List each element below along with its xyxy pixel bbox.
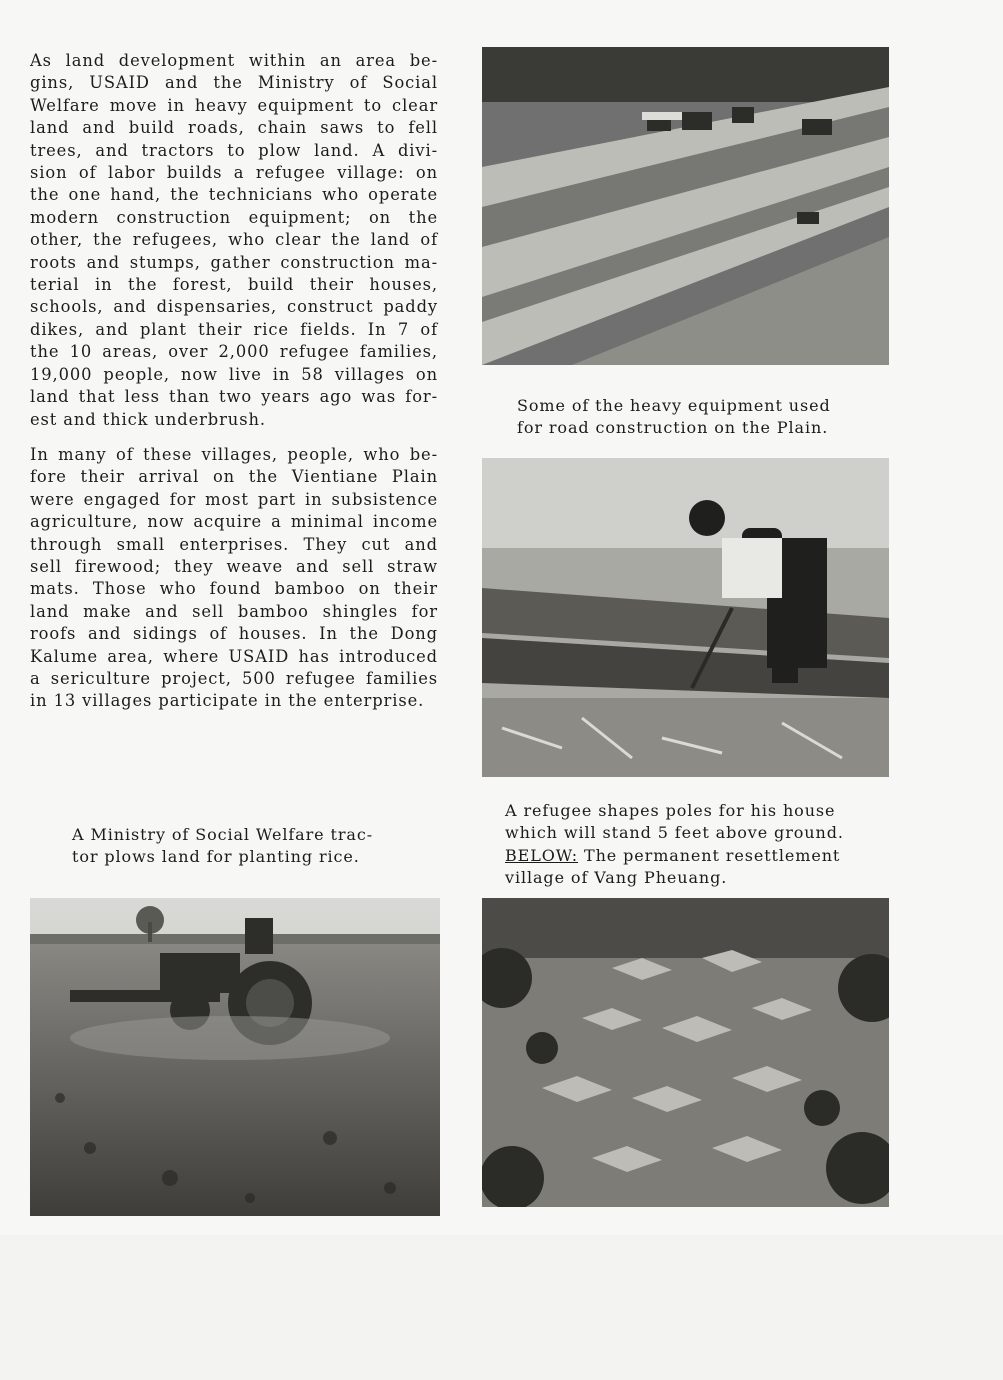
caption-line: Some of the heavy equipment used <box>517 396 831 415</box>
text-line: mats. Those who found bamboo on their <box>30 579 438 599</box>
below-text: The permanent resettlement <box>578 845 841 865</box>
photo-refugee-image <box>482 458 889 777</box>
caption-line: village of Vang Pheuang. <box>505 868 728 888</box>
caption-heavy-equipment <box>517 395 831 440</box>
page-bottom-margin <box>0 1235 1003 1380</box>
caption-tractor <box>72 824 373 869</box>
text-line: sell firewood; they weave and sell straw <box>30 557 438 577</box>
text-line: roofs and sidings of houses. In the Dong <box>30 624 438 644</box>
photo-village-image <box>482 898 889 1207</box>
caption-line: for road construction on the Plain. <box>517 418 829 438</box>
text-line: land and build roads, chain saws to fell <box>30 118 438 138</box>
text-line: the one hand, the technicians who operate <box>30 185 438 205</box>
photo-road-image <box>482 47 889 365</box>
text-line: terial in the forest, build their houses, <box>30 275 438 295</box>
text-line: modern construction equipment; on the <box>30 207 438 227</box>
caption-line-below <box>505 845 844 867</box>
text-line: est and thick underbrush. <box>30 409 266 429</box>
text-line: As land development within an area be- <box>30 51 438 70</box>
caption-line: A refugee shapes poles for his house <box>505 801 836 820</box>
text-line: schools, and dispensaries, construct paddy <box>30 297 438 317</box>
text-line: a sericulture project, 500 refugee families <box>30 669 438 689</box>
text-line: gins, USAID and the Ministry of Social <box>30 73 438 93</box>
caption-line: A Ministry of Social Welfare trac- <box>72 825 374 844</box>
caption-line: tor plows land for planting rice. <box>72 847 360 867</box>
paragraph-small-enterprises <box>30 444 438 713</box>
text-line: through small enterprises. They cut and <box>30 534 438 554</box>
photo-refugee-shaping-poles <box>482 458 889 777</box>
text-line: sion of labor builds a refugee village: on <box>30 163 438 183</box>
text-line: were engaged for most part in subsistence <box>30 489 438 509</box>
photo-tractor-plowing <box>30 898 440 1216</box>
text-line: 19,000 people, now live in 58 villages on <box>30 364 438 384</box>
paragraph-land-development <box>30 50 438 431</box>
photo-vang-pheuang-village <box>482 898 889 1207</box>
text-line: roots and stumps, gather construction ma- <box>30 252 438 272</box>
photo-road-construction <box>482 47 889 365</box>
text-line: other, the refugees, who clear the land of <box>30 230 438 250</box>
text-line: dikes, and plant their rice fields. In 7 of <box>30 319 438 339</box>
text-line: trees, and tractors to plow land. A divi- <box>30 140 438 160</box>
below-label: BELOW: <box>505 845 579 865</box>
photo-tractor-image <box>30 898 440 1216</box>
text-line: agriculture, now acquire a minimal income <box>30 512 438 532</box>
caption-line: which will stand 5 feet above ground. <box>505 823 844 843</box>
caption-refugee-poles <box>505 800 844 890</box>
text-line: in 13 villages participate in the enterprise. <box>30 691 425 711</box>
text-line: land that less than two years ago was for- <box>30 387 438 407</box>
text-line: land make and sell bamboo shingles for <box>30 601 438 621</box>
text-line: In many of these villages, people, who be- <box>30 445 438 464</box>
text-line: Welfare move in heavy equipment to clear <box>30 95 438 115</box>
text-line: the 10 areas, over 2,000 refugee families, <box>30 342 438 362</box>
text-line: Kalume area, where USAID has introduced <box>30 646 438 666</box>
text-line: fore their arrival on the Vientiane Plain <box>30 467 438 487</box>
